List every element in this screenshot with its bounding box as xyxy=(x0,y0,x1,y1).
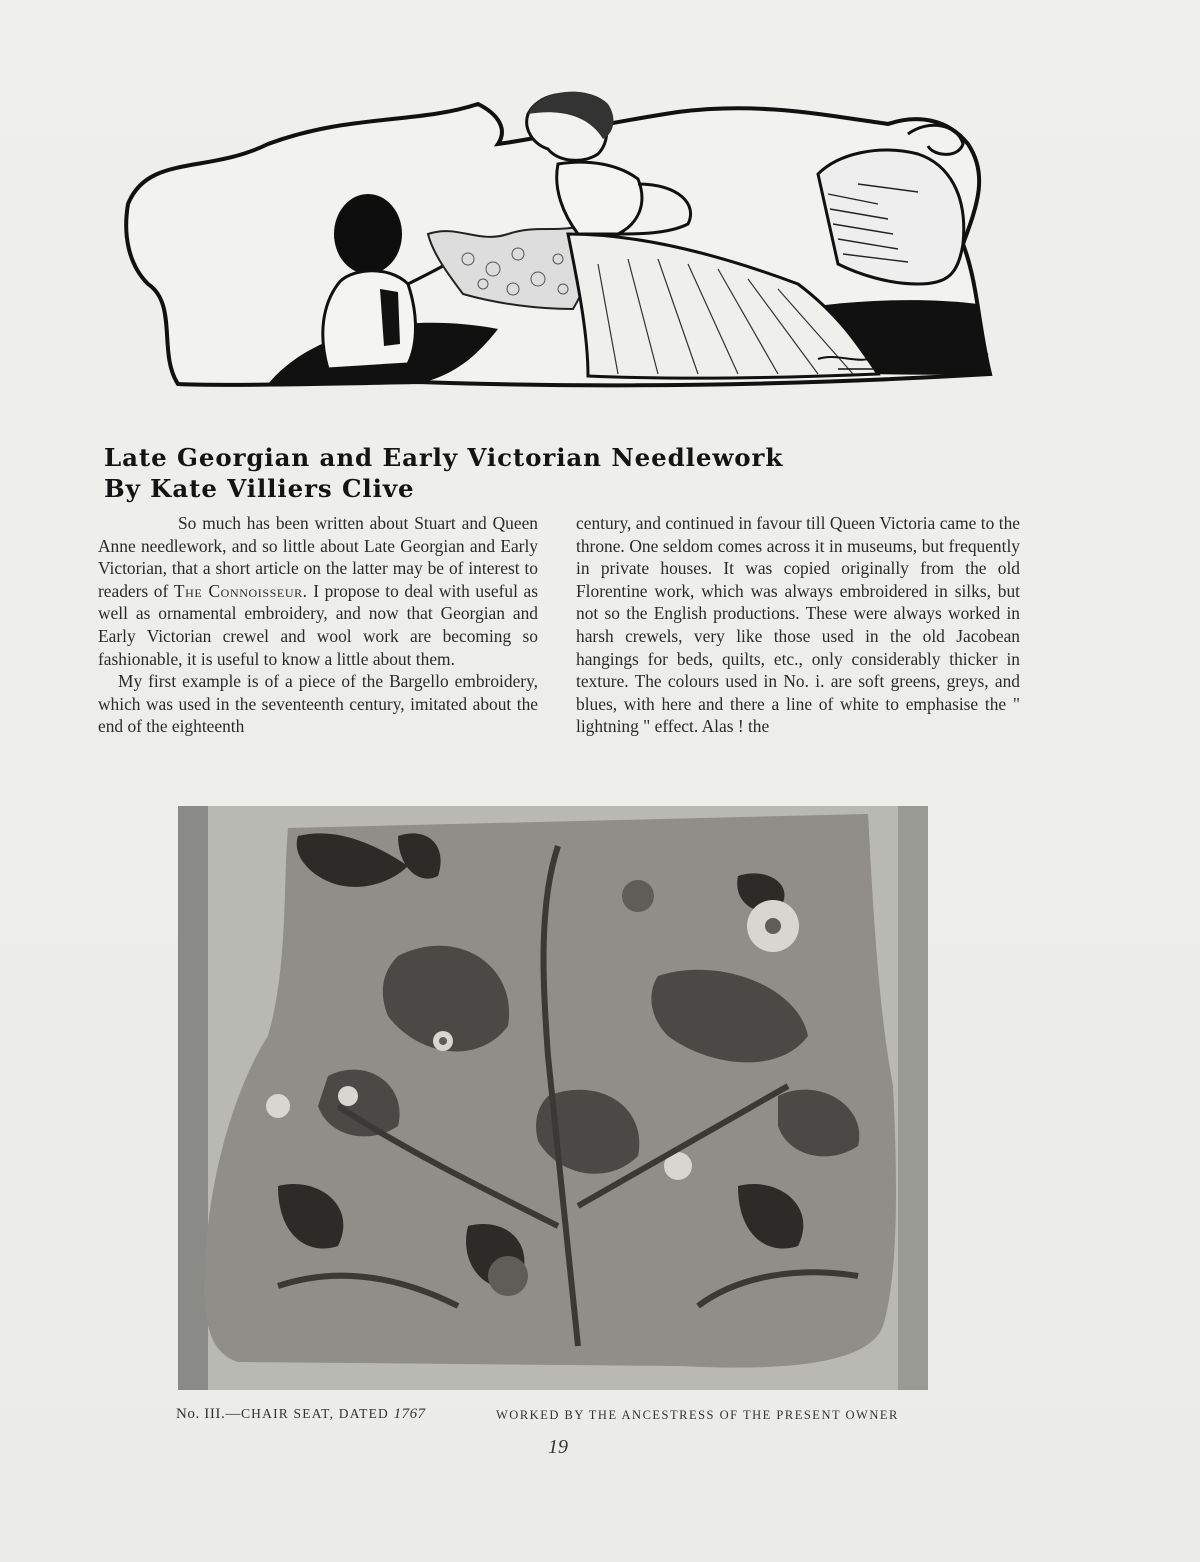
article-title: Late Georgian and Early Victorian Needlework xyxy=(104,443,784,472)
right-column xyxy=(576,512,1020,738)
intro-text-rest: I propose to deal with useful as well as ornamental embroidery, and now that Georgian and Early Victorian crewel and wool work are becoming so fashionable, it is useful to know a little about them. xyxy=(98,580,538,669)
article-byline: By Kate Villiers Clive xyxy=(104,474,415,503)
paragraph-intro xyxy=(98,512,538,670)
ink-drawing-two-women-with-lace xyxy=(118,84,1008,394)
caption-number: No. III.— xyxy=(176,1406,241,1422)
caption-right: WORKED BY THE ANCESTRESS OF THE PRESENT OWNER xyxy=(496,1408,899,1422)
caption-date: 1767 xyxy=(393,1406,426,1422)
paragraph-first-example: My first example is of a piece of the Bargello embroidery, which was used in the seventeenth century, imitated about the end of the eighteenth xyxy=(98,671,538,737)
chair-seat-photograph xyxy=(178,806,928,1390)
caption-left xyxy=(176,1406,426,1423)
article-heading xyxy=(104,442,1044,504)
paragraph-continued: century, and continued in favour till Queen Victoria came to the throne. One seldom comes across it in museums, but frequently in private houses. It was copied originally from the old Florentine work, which was always embroidered in silks, but not so the English productions. These were always worked in harsh crewels, very like those used in the old Jacobean hangings for beds, quilts, etc., only considerably thicker in texture. The colours used in No. i. are soft greens, greys, and blues, with here and there a line of white to emphasise the " lightning " effect. Alas ! the xyxy=(576,513,1020,737)
headpiece-illustration xyxy=(118,84,1008,394)
caption-title: CHAIR SEAT, DATED xyxy=(240,1406,389,1421)
left-column xyxy=(98,512,538,738)
embroidery-image xyxy=(178,806,928,1390)
figure-caption xyxy=(176,1406,936,1430)
page-number: 19 xyxy=(548,1436,568,1458)
magazine-name: The Connoisseur. xyxy=(173,580,308,601)
article-body xyxy=(98,512,1022,784)
intro-text: So much has been written about Stuart and Queen Anne needlework, and so little about Late Georgian and Early Victorian, that a short article on the latter may be of interest to readers of xyxy=(98,513,538,601)
